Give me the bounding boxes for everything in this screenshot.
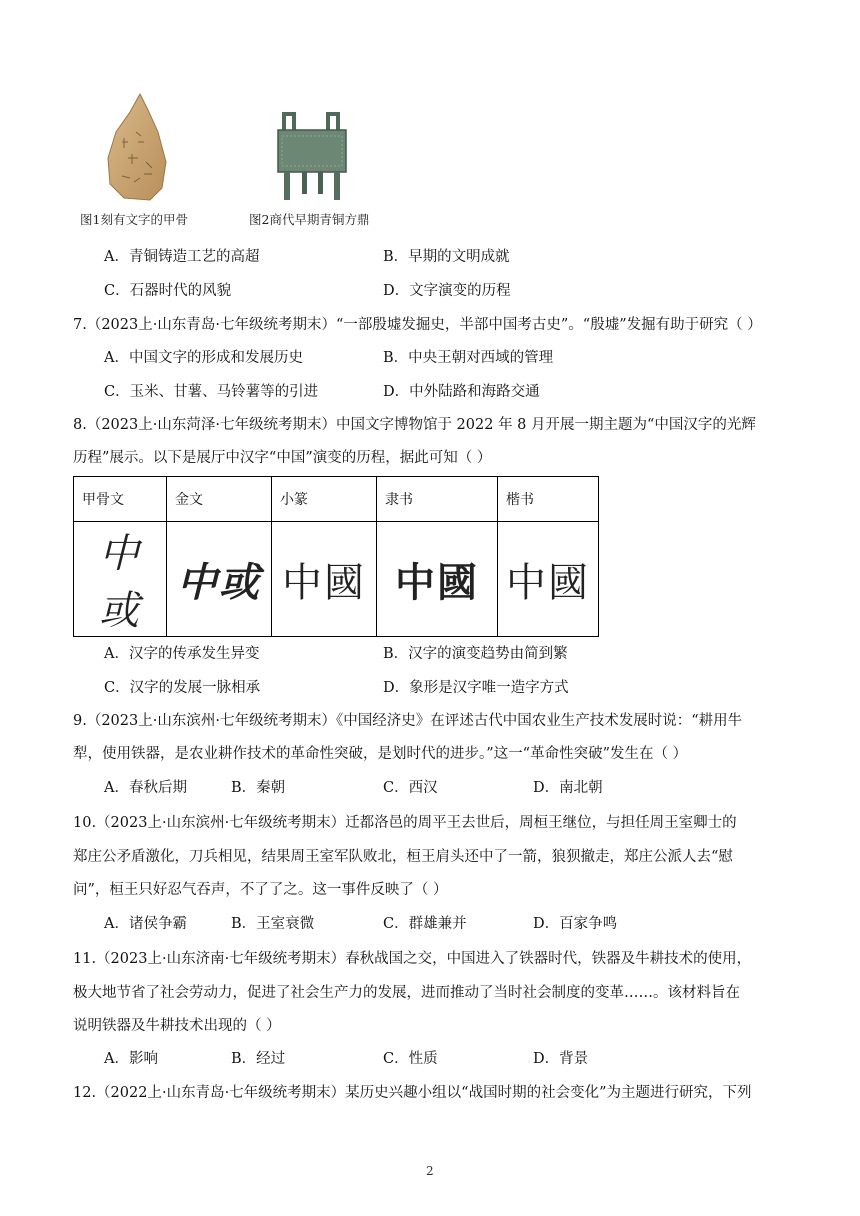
q7-option-c: C．玉米、甘薯、马铃薯等的引进 xyxy=(104,384,319,400)
oracle-bone-icon xyxy=(100,92,172,202)
bronze-ding-image xyxy=(272,112,352,202)
q8-stem-line-1: 8.（2023上·山东菏泽·七年级统考期末）中国文字博物馆于 2022 年 8 月开展一期主题为“中国汉字的光辉 xyxy=(73,417,756,433)
q7-option-b: B．中央王朝对西域的管理 xyxy=(383,350,554,366)
figure-1-caption: 图1刻有文字的甲骨 xyxy=(80,212,188,227)
q6-option-d: D．文字演变的历程 xyxy=(383,283,511,299)
q9-stem-line-1: 9.（2023上·山东滨州·七年级统考期末）《中国经济史》在评述古代中国农业生产技术发展时说：“耕用牛 xyxy=(73,713,743,729)
table-header-oracle: 甲骨文 xyxy=(74,477,167,522)
q10-option-c: C．群雄兼并 xyxy=(383,916,467,932)
q6-option-b: B．早期的文明成就 xyxy=(383,249,510,265)
q11-option-b: B．经过 xyxy=(231,1051,286,1067)
page-number: 2 xyxy=(426,1164,434,1178)
oracle-bone-image xyxy=(100,92,172,202)
q11-stem-line-1: 11.（2023上·山东济南·七年级统考期末）春秋战国之交，中国进入了铁器时代，铁器及牛耕技术的使用， xyxy=(73,951,752,967)
glyph-clerical: 中國 xyxy=(377,522,498,637)
q6-option-c: C．石器时代的风貌 xyxy=(104,283,232,299)
q8-stem-line-2: 历程”展示。以下是展厅中汉字“中国”演变的历程，据此可知（ ） xyxy=(73,450,492,466)
q10-option-b: B．王室衰微 xyxy=(231,916,315,932)
q11-stem-line-2: 极大地节省了社会劳动力，促进了社会生产力的发展，进而推动了当时社会制度的变革……。该材料旨在 xyxy=(73,985,740,1001)
q9-option-b: B．秦朝 xyxy=(231,780,286,796)
q11-stem-line-3: 说明铁器及牛耕技术出现的（ ） xyxy=(73,1018,281,1034)
q6-option-a: A．青铜铸造工艺的高超 xyxy=(104,249,260,265)
q10-option-a: A．诸侯争霸 xyxy=(104,916,187,932)
q12-stem-line-1: 12.（2022上·山东青岛·七年级统考期末）某历史兴趣小组以“战国时期的社会变化”为主题进行研究，下列 xyxy=(73,1085,752,1101)
q9-option-a: A．春秋后期 xyxy=(104,780,187,796)
q8-option-c: C．汉字的发展一脉相承 xyxy=(104,680,261,696)
q10-stem-line-3: 问”，桓王只好忍气吞声，不了了之。这一事件反映了（ ） xyxy=(73,882,448,898)
q9-option-c: C．西汉 xyxy=(383,780,438,796)
q7-option-d: D．中外陆路和海路交通 xyxy=(383,384,540,400)
q11-option-d: D．背景 xyxy=(533,1051,589,1067)
q7-option-a: A．中国文字的形成和发展历史 xyxy=(104,350,303,366)
glyph-bronze: 中或 xyxy=(167,522,272,637)
q11-option-c: C．性质 xyxy=(383,1051,438,1067)
q8-option-b: B．汉字的演变趋势由简到繁 xyxy=(383,646,568,662)
table-header-regular: 楷书 xyxy=(498,477,599,522)
glyph-oracle: 中或 xyxy=(74,522,167,637)
bronze-ding-icon xyxy=(272,112,352,202)
glyph-regular: 中國 xyxy=(498,522,599,637)
q10-option-d: D．百家争鸣 xyxy=(533,916,618,932)
q11-option-a: A．影响 xyxy=(104,1051,158,1067)
q8-option-d: D．象形是汉字唯一造字方式 xyxy=(383,680,569,696)
table-header-seal: 小篆 xyxy=(272,477,377,522)
q9-stem-line-2: 犁，使用铁器，是农业耕作技术的革命性突破，是划时代的进步。”这一“革命性突破”发生在（ ） xyxy=(73,746,688,762)
glyph-seal: 中國 xyxy=(272,522,377,637)
q7-stem: 7.（2023上·山东青岛·七年级统考期末）“一部殷墟发掘史，半部中国考古史”。“殷墟”发掘有助于研究（ ） xyxy=(73,317,762,333)
q10-stem-line-1: 10.（2023上·山东滨州·七年级统考期末）迁都洛邑的周平王去世后，周桓王继位，与担任周王室卿士的 xyxy=(73,815,737,831)
character-evolution-table xyxy=(73,476,599,637)
figure-2-caption: 图2商代早期青铜方鼎 xyxy=(249,212,370,227)
table-header-bronze: 金文 xyxy=(167,477,272,522)
table-header-clerical: 隶书 xyxy=(377,477,498,522)
q9-option-d: D．南北朝 xyxy=(533,780,603,796)
q10-stem-line-2: 郑庄公矛盾激化，刀兵相见，结果周王室军队败北，桓王肩头还中了一箭，狼狈撤走，郑庄公派人去“慰 xyxy=(73,849,733,865)
q8-option-a: A．汉字的传承发生异变 xyxy=(104,646,260,662)
